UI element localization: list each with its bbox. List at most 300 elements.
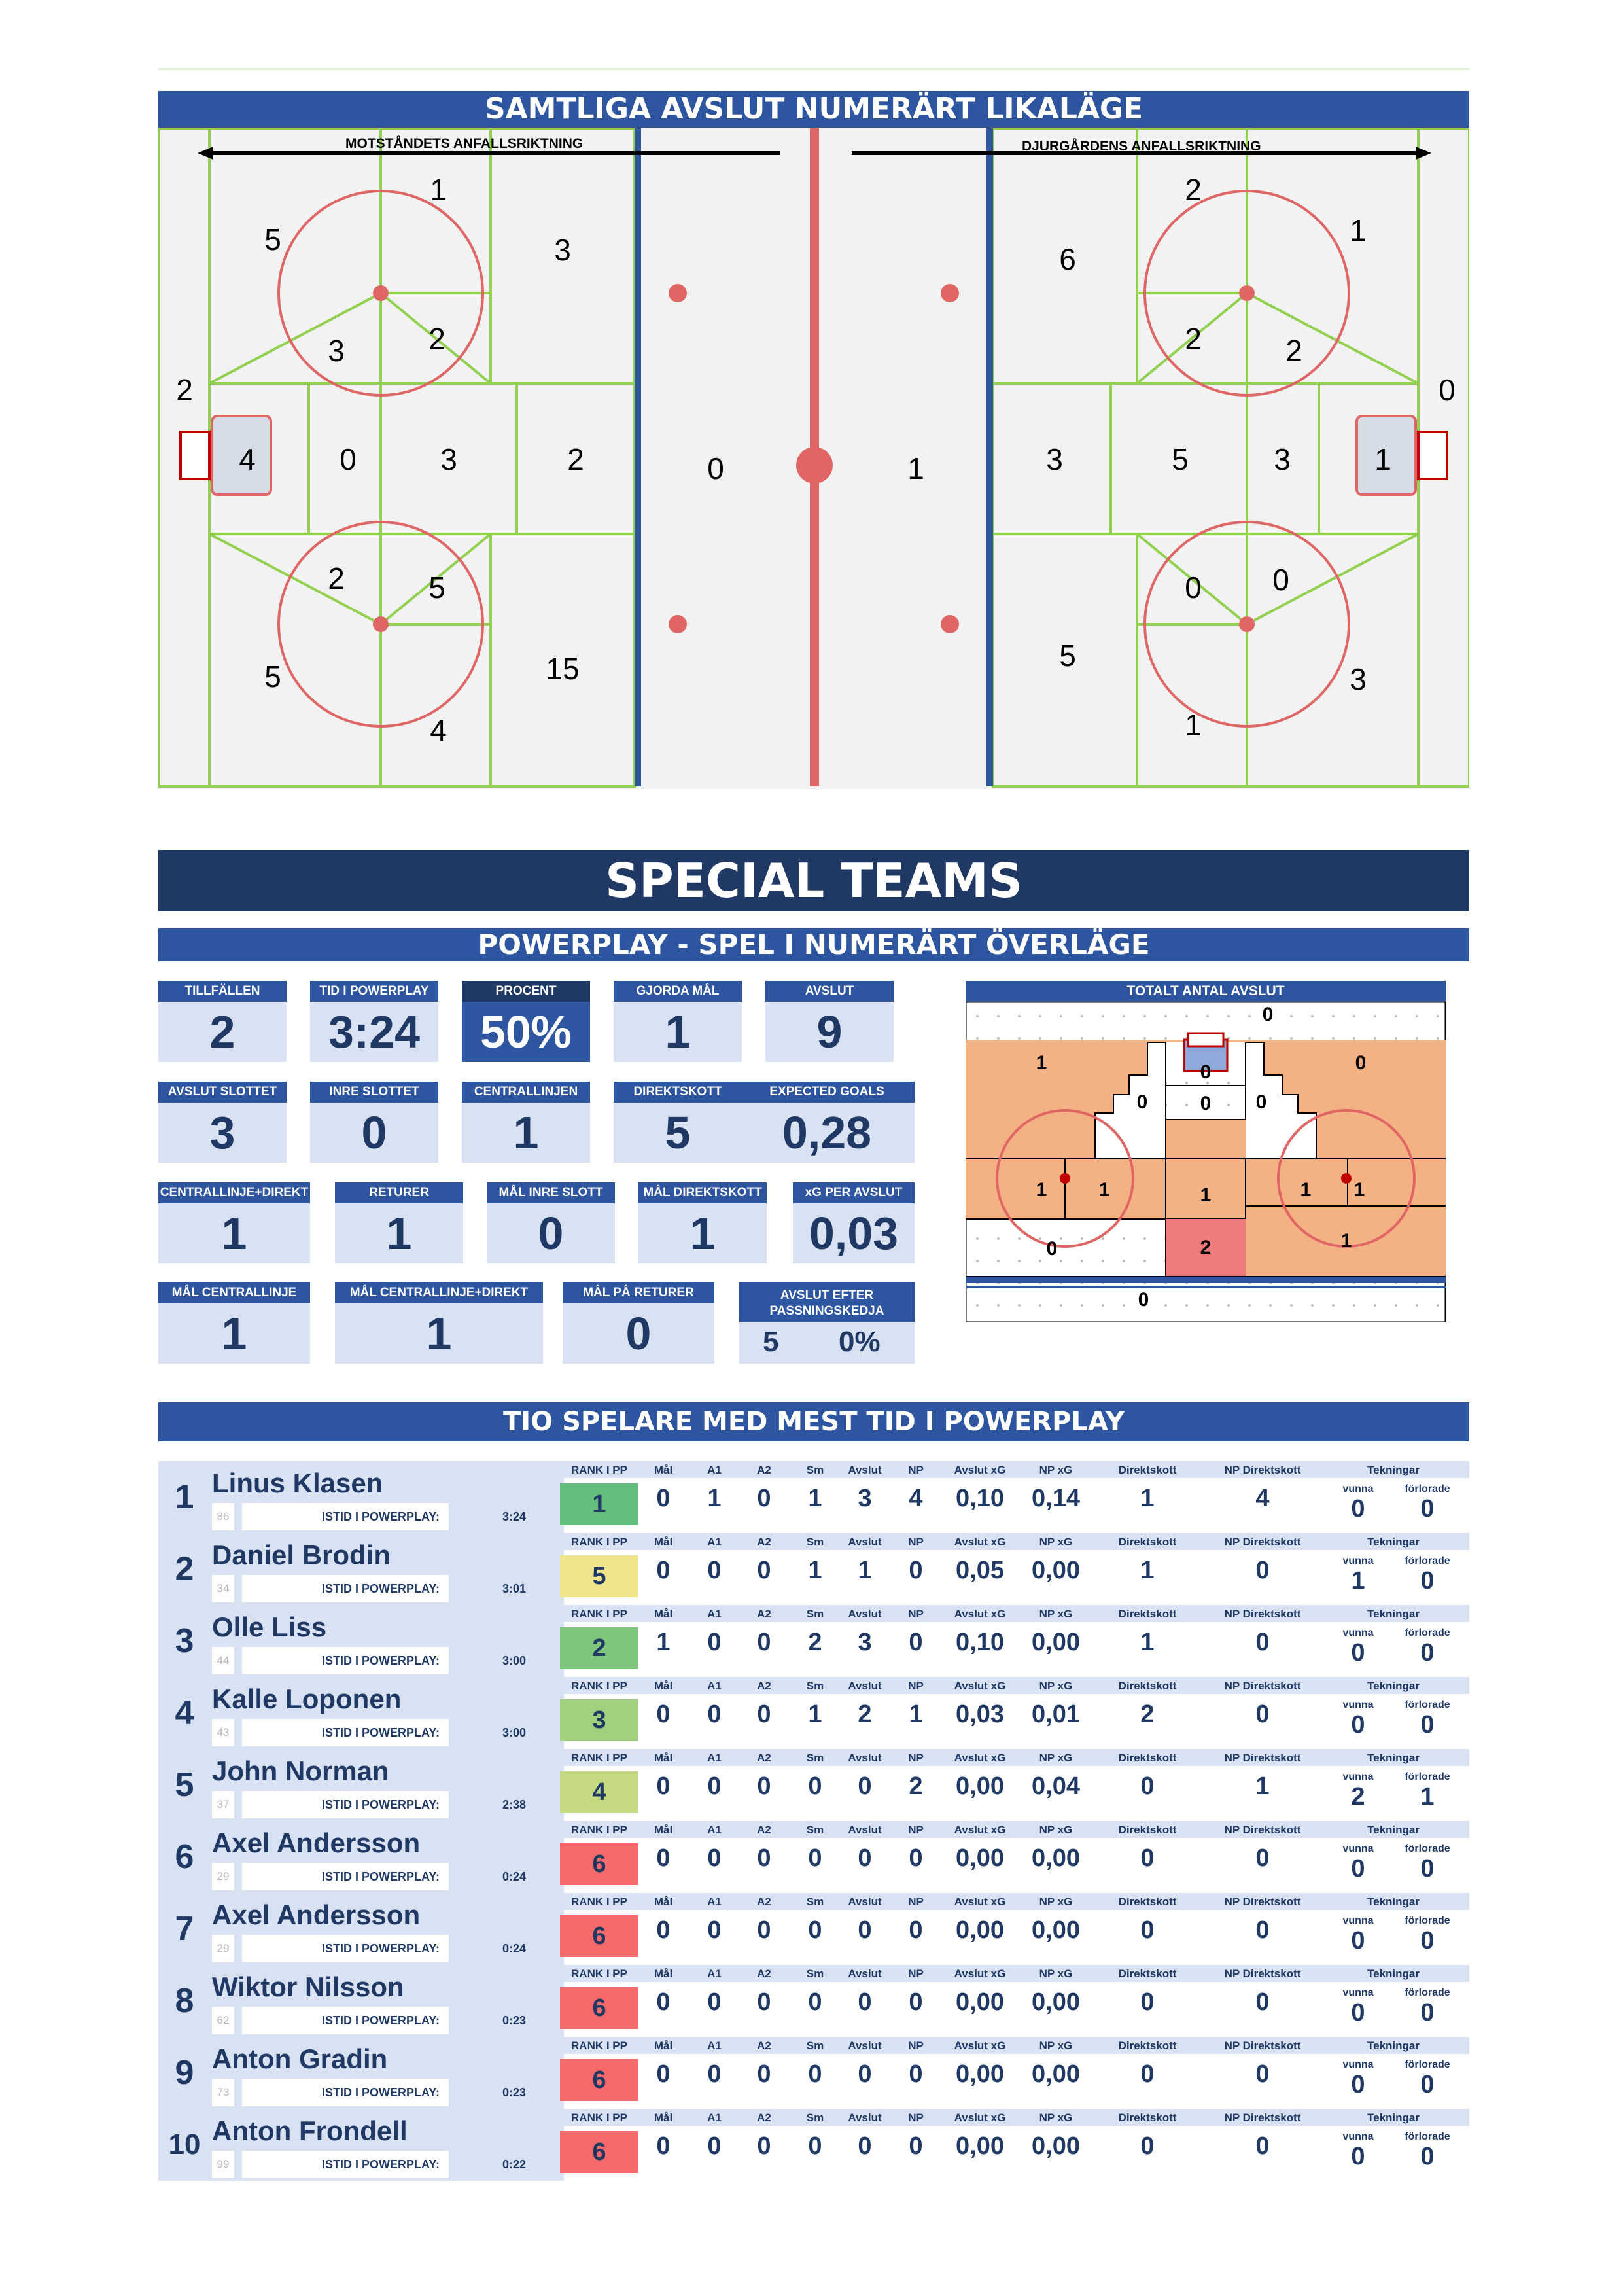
rink-zone-count: 5 bbox=[264, 660, 281, 694]
header-avslut-xg: Avslut xG bbox=[954, 1896, 1006, 1908]
header-avslut: Avslut bbox=[848, 2040, 882, 2052]
header-np-direktskott: NP Direktskott bbox=[1224, 1608, 1301, 1620]
rink-zone-count: 2 bbox=[1285, 334, 1302, 368]
player-a1: 0 bbox=[707, 1629, 722, 1656]
header-mal: Mål bbox=[654, 1896, 673, 1908]
header-a2: A2 bbox=[757, 1824, 771, 1836]
header-np: NP bbox=[908, 1896, 924, 1908]
player-a2: 0 bbox=[757, 1701, 771, 1728]
header-a1: A1 bbox=[707, 1608, 722, 1620]
player-np-xg: 0,04 bbox=[1032, 1773, 1080, 1800]
header-np-xg: NP xG bbox=[1039, 1464, 1073, 1476]
header-np: NP bbox=[908, 1824, 924, 1836]
header-vunna: vunna bbox=[1342, 2059, 1374, 2070]
header-vunna: vunna bbox=[1342, 1771, 1374, 1782]
player-rank: 6 bbox=[560, 2131, 638, 2173]
stat-value: 50% bbox=[462, 1002, 590, 1062]
istid-label: ISTID I POWERPLAY: bbox=[242, 2079, 449, 2106]
player-forlorade: 1 bbox=[1420, 1783, 1435, 1810]
stat-tid bbox=[310, 981, 438, 1062]
header-forlorade: förlorade bbox=[1405, 1555, 1450, 1566]
istid-label: ISTID I POWERPLAY: bbox=[242, 1647, 449, 1674]
stat-label: MÅL CENTRALLINJE bbox=[158, 1282, 310, 1303]
player-row bbox=[158, 1461, 1469, 1533]
player-a2: 0 bbox=[757, 1916, 771, 1944]
header-np-direktskott: NP Direktskott bbox=[1224, 2040, 1301, 2052]
shot-map-zone-count: 0 bbox=[1046, 1238, 1058, 1260]
player-row bbox=[158, 1965, 1469, 2037]
player-direktskott: 1 bbox=[1140, 1485, 1155, 1512]
avslut-efter-passning-count: 5 bbox=[763, 1326, 779, 1358]
stat-label: TILLFÄLLEN bbox=[158, 981, 287, 1002]
player-np-xg: 0,00 bbox=[1032, 1557, 1080, 1584]
player-position: 2 bbox=[158, 1533, 211, 1605]
top-ten-title: TIO SPELARE MED MEST TID I POWERPLAY bbox=[158, 1402, 1469, 1441]
player-a2: 0 bbox=[757, 1773, 771, 1800]
rink-zone-count: 1 bbox=[1350, 213, 1367, 247]
player-direktskott: 0 bbox=[1140, 2132, 1155, 2160]
player-np-direktskott: 0 bbox=[1255, 2060, 1270, 2088]
player-avslut-xg: 0,00 bbox=[956, 1845, 1004, 1872]
player-mal: 0 bbox=[656, 1773, 671, 1800]
header-vunna: vunna bbox=[1342, 1555, 1374, 1566]
header-avslut-xg: Avslut xG bbox=[954, 1752, 1006, 1764]
shot-map-zone-count: 1 bbox=[1200, 1184, 1212, 1206]
player-name: Anton Frondell bbox=[212, 2115, 408, 2146]
player-avslut-xg: 0,00 bbox=[956, 1773, 1004, 1800]
player-avslut: 0 bbox=[858, 1773, 872, 1800]
rink-zone-count: 2 bbox=[328, 561, 345, 595]
rink-zone-count: 2 bbox=[176, 373, 193, 407]
header-np-direktskott: NP Direktskott bbox=[1224, 1968, 1301, 1980]
stat-mal-centrallinje-direkt bbox=[335, 1282, 543, 1364]
header-avslut: Avslut bbox=[848, 1824, 882, 1836]
player-avslut-xg: 0,00 bbox=[956, 1988, 1004, 2016]
header-forlorade: förlorade bbox=[1405, 1987, 1450, 1998]
player-position: 5 bbox=[158, 1749, 211, 1821]
header-np-xg: NP xG bbox=[1039, 1824, 1073, 1836]
stat-centrallinjen bbox=[462, 1082, 590, 1163]
player-mal: 0 bbox=[656, 1845, 671, 1872]
rink-zone-count: 3 bbox=[1274, 442, 1291, 476]
player-vunna: 0 bbox=[1351, 1927, 1365, 1954]
player-np-direktskott: 0 bbox=[1255, 1629, 1270, 1656]
player-np-direktskott: 1 bbox=[1255, 1773, 1270, 1800]
header-np-direktskott: NP Direktskott bbox=[1224, 1752, 1301, 1764]
header-tekningar: Tekningar bbox=[1367, 1752, 1420, 1764]
header-avslut: Avslut bbox=[848, 2111, 882, 2124]
stat-xg-per-avslut bbox=[793, 1182, 915, 1263]
player-a2: 0 bbox=[757, 2132, 771, 2160]
player-row bbox=[158, 1749, 1469, 1821]
header-tekningar: Tekningar bbox=[1367, 1536, 1420, 1548]
player-jersey: 29 bbox=[212, 1863, 234, 1890]
header-np-direktskott: NP Direktskott bbox=[1224, 1680, 1301, 1692]
stat-label: EXPECTED GOALS bbox=[739, 1082, 915, 1103]
header-np: NP bbox=[908, 1464, 924, 1476]
stat-label: RETURER bbox=[335, 1182, 463, 1203]
player-name: Linus Klasen bbox=[212, 1468, 383, 1498]
rink-zone-count: 0 bbox=[707, 451, 724, 486]
player-rank: 4 bbox=[560, 1771, 638, 1813]
istid-label: ISTID I POWERPLAY: bbox=[242, 1791, 449, 1818]
player-avslut-xg: 0,00 bbox=[956, 2132, 1004, 2160]
player-position: 4 bbox=[158, 1677, 211, 1749]
player-vunna: 0 bbox=[1351, 1495, 1365, 1523]
stat-label: AVSLUT SLOTTET bbox=[158, 1082, 287, 1103]
player-row bbox=[158, 1605, 1469, 1677]
stat-value: 0 bbox=[487, 1203, 615, 1263]
istid-label: ISTID I POWERPLAY: bbox=[242, 1863, 449, 1890]
player-direktskott: 0 bbox=[1140, 1916, 1155, 1944]
header-np-xg: NP xG bbox=[1039, 1536, 1073, 1548]
player-jersey: 34 bbox=[212, 1575, 234, 1602]
rink-zone-count: 4 bbox=[430, 713, 447, 747]
shot-map-zone-count: 1 bbox=[1098, 1179, 1110, 1201]
right-direction-label: DJURGÅRDENS ANFALLSRIKTNING bbox=[1022, 139, 1261, 154]
left-direction-label: MOTSTÅNDETS ANFALLSRIKTNING bbox=[345, 136, 584, 151]
stat-header bbox=[564, 1461, 1469, 1478]
player-np-direktskott: 4 bbox=[1255, 1485, 1270, 1512]
player-vunna: 0 bbox=[1351, 2071, 1365, 2098]
header-rank: RANK I PP bbox=[571, 1752, 627, 1764]
stat-value: 1 bbox=[335, 1303, 543, 1364]
header-mal: Mål bbox=[654, 1824, 673, 1836]
header-direktskott: Direktskott bbox=[1118, 1752, 1177, 1764]
header-forlorade: förlorade bbox=[1405, 1843, 1450, 1854]
header-sm: Sm bbox=[806, 1896, 824, 1908]
player-sm: 0 bbox=[808, 1916, 822, 1944]
player-name: Anton Gradin bbox=[212, 2043, 388, 2074]
stat-mal-centrallinje bbox=[158, 1282, 310, 1364]
header-sm: Sm bbox=[806, 1464, 824, 1476]
rink-zone-count: 0 bbox=[1272, 563, 1289, 597]
header-tekningar: Tekningar bbox=[1367, 1464, 1420, 1476]
player-position: 6 bbox=[158, 1821, 211, 1893]
player-avslut-xg: 0,10 bbox=[956, 1485, 1004, 1512]
player-row bbox=[158, 1821, 1469, 1893]
player-np: 4 bbox=[909, 1485, 923, 1512]
header-vunna: vunna bbox=[1342, 1843, 1374, 1854]
player-forlorade: 0 bbox=[1420, 2071, 1435, 2098]
header-forlorade: förlorade bbox=[1405, 2131, 1450, 2142]
player-position: 10 bbox=[158, 2109, 211, 2181]
header-avslut-xg: Avslut xG bbox=[954, 1680, 1006, 1692]
header-vunna: vunna bbox=[1342, 1627, 1374, 1638]
header-np-xg: NP xG bbox=[1039, 1752, 1073, 1764]
header-avslut-xg: Avslut xG bbox=[954, 1968, 1006, 1980]
header-vunna: vunna bbox=[1342, 2131, 1374, 2142]
shot-map-zone-count: 0 bbox=[1200, 1093, 1212, 1114]
player-rank: 6 bbox=[560, 1915, 638, 1957]
header-a1: A1 bbox=[707, 2111, 722, 2124]
rink-zone-count: 5 bbox=[1172, 442, 1189, 476]
stat-label: MÅL DIREKTSKOTT bbox=[638, 1182, 767, 1203]
header-avslut: Avslut bbox=[848, 1536, 882, 1548]
header-np-direktskott: NP Direktskott bbox=[1224, 1464, 1301, 1476]
stat-mal-direktskott bbox=[638, 1182, 767, 1263]
avslut-efter-passning bbox=[739, 1282, 915, 1364]
stat-label: PROCENT bbox=[462, 981, 590, 1002]
rink-zone-count: 1 bbox=[1374, 442, 1391, 476]
istid-label: ISTID I POWERPLAY: bbox=[242, 1503, 449, 1530]
header-np-direktskott: NP Direktskott bbox=[1224, 1824, 1301, 1836]
header-sm: Sm bbox=[806, 2040, 824, 2052]
player-vunna: 2 bbox=[1351, 1783, 1365, 1810]
player-a1: 0 bbox=[707, 1845, 722, 1872]
player-istid: 3:01 bbox=[502, 1582, 526, 1595]
player-jersey: 29 bbox=[212, 1935, 234, 1962]
stat-returer bbox=[335, 1182, 463, 1263]
player-vunna: 1 bbox=[1351, 1567, 1365, 1595]
header-mal: Mål bbox=[654, 1464, 673, 1476]
stat-procent bbox=[462, 981, 590, 1062]
header-a2: A2 bbox=[757, 1608, 771, 1620]
stat-value: 1 bbox=[335, 1203, 463, 1263]
stat-header bbox=[564, 1821, 1469, 1838]
stat-label: MÅL INRE SLOTT bbox=[487, 1182, 615, 1203]
player-avslut: 2 bbox=[858, 1701, 872, 1728]
rink-zone-count: 15 bbox=[546, 652, 580, 686]
player-avslut: 0 bbox=[858, 1988, 872, 2016]
avslut-efter-passning-percent: 0% bbox=[839, 1326, 881, 1358]
header-avslut: Avslut bbox=[848, 1968, 882, 1980]
header-direktskott: Direktskott bbox=[1118, 1968, 1177, 1980]
player-position: 3 bbox=[158, 1605, 211, 1677]
player-mal: 0 bbox=[656, 1701, 671, 1728]
header-mal: Mål bbox=[654, 1536, 673, 1548]
stat-label: CENTRALLINJEN bbox=[462, 1082, 590, 1103]
player-avslut: 0 bbox=[858, 2132, 872, 2160]
header-rank: RANK I PP bbox=[571, 1464, 627, 1476]
player-position: 8 bbox=[158, 1965, 211, 2037]
header-rank: RANK I PP bbox=[571, 1824, 627, 1836]
header-a2: A2 bbox=[757, 1896, 771, 1908]
header-avslut-xg: Avslut xG bbox=[954, 1464, 1006, 1476]
header-mal: Mål bbox=[654, 1608, 673, 1620]
player-istid: 2:38 bbox=[502, 1798, 526, 1811]
player-rank: 6 bbox=[560, 1987, 638, 2029]
stat-value: 0 bbox=[563, 1303, 714, 1364]
rink-zone-count: 2 bbox=[1185, 322, 1202, 356]
player-rank: 3 bbox=[560, 1699, 638, 1741]
istid-label: ISTID I POWERPLAY: bbox=[242, 2151, 449, 2178]
player-a2: 0 bbox=[757, 1988, 771, 2016]
header-vunna: vunna bbox=[1342, 1987, 1374, 1998]
player-istid: 3:24 bbox=[502, 1510, 526, 1523]
header-a2: A2 bbox=[757, 1536, 771, 1548]
player-sm: 0 bbox=[808, 1773, 822, 1800]
header-a1: A1 bbox=[707, 1464, 722, 1476]
player-avslut-xg: 0,10 bbox=[956, 1629, 1004, 1656]
player-mal: 0 bbox=[656, 2060, 671, 2088]
header-np: NP bbox=[908, 2040, 924, 2052]
rink-zone-count: 4 bbox=[239, 442, 256, 476]
header-rank: RANK I PP bbox=[571, 2040, 627, 2052]
header-np-xg: NP xG bbox=[1039, 2111, 1073, 2124]
player-sm: 0 bbox=[808, 2060, 822, 2088]
rink-zone-count: 5 bbox=[1059, 639, 1076, 673]
shot-map-title: TOTALT ANTAL AVSLUT bbox=[966, 981, 1446, 1002]
player-avslut: 3 bbox=[858, 1485, 872, 1512]
player-a1: 0 bbox=[707, 2060, 722, 2088]
shot-map-zone-count: 1 bbox=[1340, 1230, 1352, 1252]
stat-value: 5 bbox=[614, 1103, 742, 1163]
stat-label: MÅL PÅ RETURER bbox=[563, 1282, 714, 1303]
player-mal: 0 bbox=[656, 1557, 671, 1584]
player-direktskott: 2 bbox=[1140, 1701, 1155, 1728]
player-avslut: 0 bbox=[858, 1916, 872, 1944]
player-name: Axel Andersson bbox=[212, 1828, 421, 1858]
player-a2: 0 bbox=[757, 2060, 771, 2088]
player-np: 2 bbox=[909, 1773, 923, 1800]
stat-header bbox=[564, 1749, 1469, 1766]
player-sm: 0 bbox=[808, 1845, 822, 1872]
player-name: Kalle Loponen bbox=[212, 1684, 402, 1714]
header-a1: A1 bbox=[707, 1680, 722, 1692]
player-mal: 0 bbox=[656, 1485, 671, 1512]
header-sm: Sm bbox=[806, 1824, 824, 1836]
stat-mal-inre-slott bbox=[487, 1182, 615, 1263]
header-vunna: vunna bbox=[1342, 1915, 1374, 1926]
player-avslut: 0 bbox=[858, 2060, 872, 2088]
header-tekningar: Tekningar bbox=[1367, 2040, 1420, 2052]
header-a1: A1 bbox=[707, 1824, 722, 1836]
player-sm: 1 bbox=[808, 1557, 822, 1584]
player-jersey: 99 bbox=[212, 2151, 234, 2178]
header-vunna: vunna bbox=[1342, 1699, 1374, 1710]
header-np-direktskott: NP Direktskott bbox=[1224, 1536, 1301, 1548]
player-name: Axel Andersson bbox=[212, 1899, 421, 1930]
header-tekningar: Tekningar bbox=[1367, 1896, 1420, 1908]
top-rule bbox=[158, 68, 1469, 70]
stat-header bbox=[564, 2037, 1469, 2054]
stat-centrallinje-direkt bbox=[158, 1182, 310, 1263]
player-jersey: 73 bbox=[212, 2079, 234, 2106]
player-avslut: 3 bbox=[858, 1629, 872, 1656]
header-avslut: Avslut bbox=[848, 1608, 882, 1620]
header-tekningar: Tekningar bbox=[1367, 1608, 1420, 1620]
player-vunna: 0 bbox=[1351, 1855, 1365, 1882]
shot-map-zone-count: 1 bbox=[1036, 1052, 1047, 1074]
player-np: 1 bbox=[909, 1701, 923, 1728]
player-a2: 0 bbox=[757, 1557, 771, 1584]
player-a1: 0 bbox=[707, 2132, 722, 2160]
shot-map-zone-count: 0 bbox=[1138, 1289, 1149, 1311]
player-a2: 0 bbox=[757, 1485, 771, 1512]
player-position: 9 bbox=[158, 2037, 211, 2109]
header-np: NP bbox=[908, 1680, 924, 1692]
stat-value: 3 bbox=[158, 1103, 287, 1163]
header-a1: A1 bbox=[707, 1752, 722, 1764]
header-avslut-xg: Avslut xG bbox=[954, 2040, 1006, 2052]
player-istid: 3:00 bbox=[502, 1654, 526, 1667]
player-np: 0 bbox=[909, 2132, 923, 2160]
even-strength-rink bbox=[158, 128, 1469, 789]
player-np-xg: 0,01 bbox=[1032, 1701, 1080, 1728]
header-np-direktskott: NP Direktskott bbox=[1224, 1896, 1301, 1908]
header-direktskott: Direktskott bbox=[1118, 2111, 1177, 2124]
header-direktskott: Direktskott bbox=[1118, 1608, 1177, 1620]
stat-label: TID I POWERPLAY bbox=[310, 981, 438, 1002]
header-rank: RANK I PP bbox=[571, 1680, 627, 1692]
stat-header bbox=[564, 2109, 1469, 2126]
istid-label: ISTID I POWERPLAY: bbox=[242, 1935, 449, 1962]
shot-map-zone-count: 0 bbox=[1355, 1052, 1367, 1074]
player-row bbox=[158, 2037, 1469, 2109]
header-np: NP bbox=[908, 1968, 924, 1980]
player-a1: 0 bbox=[707, 1916, 722, 1944]
stat-gjorda-mal bbox=[614, 981, 742, 1062]
header-np: NP bbox=[908, 1752, 924, 1764]
header-avslut: Avslut bbox=[848, 1896, 882, 1908]
rink-zone-count: 6 bbox=[1059, 242, 1076, 276]
player-a1: 1 bbox=[707, 1485, 722, 1512]
player-name: John Norman bbox=[212, 1756, 389, 1786]
rink-zone-count: 3 bbox=[328, 334, 345, 368]
stat-value: 1 bbox=[158, 1203, 310, 1263]
stat-tillfallen bbox=[158, 981, 287, 1062]
player-istid: 0:23 bbox=[502, 2086, 526, 2099]
stat-label: AVSLUT bbox=[765, 981, 894, 1002]
header-a1: A1 bbox=[707, 1536, 722, 1548]
even-strength-title: SAMTLIGA AVSLUT NUMERÄRT LIKALÄGE bbox=[158, 91, 1469, 128]
stat-header bbox=[564, 1965, 1469, 1982]
stat-label: xG PER AVSLUT bbox=[793, 1182, 915, 1203]
header-mal: Mål bbox=[654, 1968, 673, 1980]
stat-avslut bbox=[765, 981, 894, 1062]
player-np: 0 bbox=[909, 1916, 923, 1944]
player-a1: 0 bbox=[707, 1557, 722, 1584]
header-avslut: Avslut bbox=[848, 1752, 882, 1764]
player-row bbox=[158, 1893, 1469, 1965]
player-istid: 3:00 bbox=[502, 1726, 526, 1739]
header-tekningar: Tekningar bbox=[1367, 1968, 1420, 1980]
shot-map-zone-count: 1 bbox=[1300, 1179, 1312, 1201]
player-direktskott: 0 bbox=[1140, 2060, 1155, 2088]
player-np: 0 bbox=[909, 1629, 923, 1656]
shot-map-zone-count: 1 bbox=[1036, 1179, 1047, 1201]
player-vunna: 0 bbox=[1351, 1999, 1365, 2026]
player-rank: 6 bbox=[560, 1843, 638, 1885]
player-vunna: 0 bbox=[1351, 1639, 1365, 1667]
rink-zone-count: 1 bbox=[907, 451, 924, 486]
stat-label: DIREKTSKOTT bbox=[614, 1082, 742, 1103]
header-a2: A2 bbox=[757, 2040, 771, 2052]
header-np: NP bbox=[908, 1608, 924, 1620]
player-sm: 1 bbox=[808, 1701, 822, 1728]
player-mal: 0 bbox=[656, 1988, 671, 2016]
player-vunna: 0 bbox=[1351, 2143, 1365, 2170]
stat-value: 9 bbox=[765, 1002, 894, 1062]
player-a2: 0 bbox=[757, 1845, 771, 1872]
stat-value: 1 bbox=[158, 1303, 310, 1364]
istid-label: ISTID I POWERPLAY: bbox=[242, 1719, 449, 1746]
stat-label: INRE SLOTTET bbox=[310, 1082, 438, 1103]
player-jersey: 44 bbox=[212, 1647, 234, 1674]
player-istid: 0:24 bbox=[502, 1942, 526, 1955]
player-np-direktskott: 0 bbox=[1255, 1557, 1270, 1584]
player-position: 1 bbox=[158, 1461, 211, 1533]
stat-inre-slottet bbox=[310, 1082, 438, 1163]
player-np: 0 bbox=[909, 1988, 923, 2016]
rink-zone-count: 2 bbox=[567, 442, 584, 476]
player-forlorade: 0 bbox=[1420, 1495, 1435, 1523]
player-np: 0 bbox=[909, 1557, 923, 1584]
stat-value: 2 bbox=[158, 1002, 287, 1062]
rink-zone-count: 1 bbox=[430, 173, 447, 207]
rink-zone-count: 0 bbox=[1185, 571, 1202, 605]
